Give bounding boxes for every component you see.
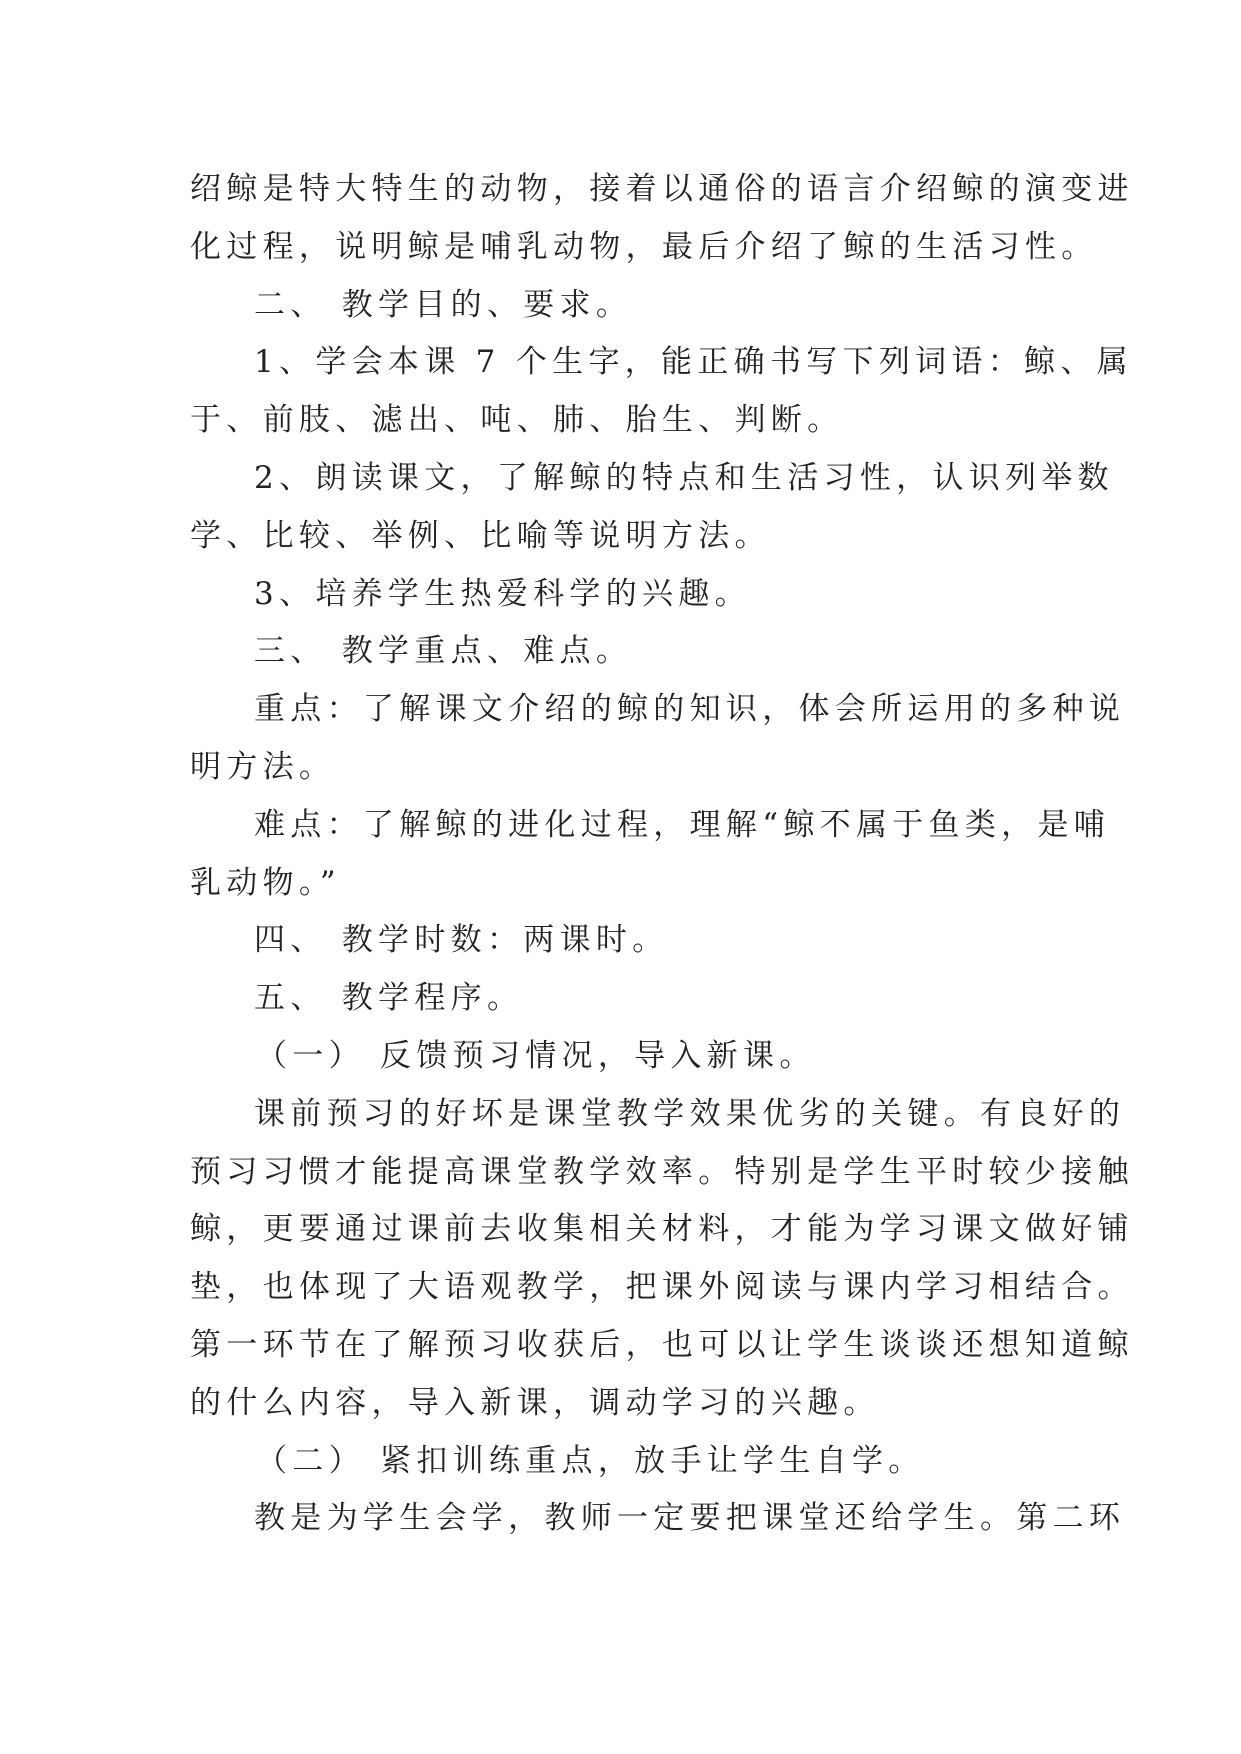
text-line: 绍鲸是特大特生的动物，接着以通俗的语言介绍鲸的演变进 — [190, 171, 1134, 207]
section-heading: 二、 教学目的、要求。 — [254, 286, 633, 323]
text-line: 的什么内容，导入新课，调动学习的兴趣。 — [190, 1384, 880, 1421]
section-heading: 三、 教学重点、难点。 — [254, 633, 633, 670]
text-line: 2、朗读课文，了解鲸的特点和生活习性，认识列举数 — [254, 459, 1114, 496]
text-line: 第一环节在了解预习收获后，也可以让学生谈谈还想知道鲸 — [190, 1326, 1134, 1363]
text-line: 难点：了解鲸的进化过程，理解“鲸不属于鱼类，是哺 — [254, 806, 1111, 843]
text-line: 学、比较、举例、比喻等说明方法。 — [190, 517, 771, 554]
text-line: 重点：了解课文介绍的鲸的知识，体会所运用的多种说 — [254, 691, 1126, 728]
subsection-heading: （一） 反馈预习情况，导入新课。 — [256, 1037, 816, 1074]
body-text — [190, 161, 1134, 1548]
text-line: 于、前肢、滤出、吨、肺、胎生、判断。 — [190, 402, 844, 439]
text-line: 预习习惯才能提高课堂教学效率。特别是学生平时较少接触 — [190, 1153, 1134, 1190]
text-line: 明方法。 — [190, 748, 336, 785]
text-line: 化过程，说明鲸是哺乳动物，最后介绍了鲸的生活习性。 — [190, 228, 1098, 265]
text-line: 3、培养学生热爱科学的兴趣。 — [254, 575, 751, 612]
section-heading: 四、 教学时数：两课时。 — [254, 922, 669, 959]
text-line: 教是为学生会学，教师一定要把课堂还给学生。第二环 — [254, 1500, 1126, 1537]
text-line: 乳动物。” — [190, 864, 341, 901]
text-line: 垫，也体现了大语观教学，把课外阅读与课内学习相结合。 — [190, 1269, 1134, 1306]
subsection-heading: （二） 紧扣训练重点，放手让学生自学。 — [256, 1442, 925, 1479]
section-heading: 五、 教学程序。 — [254, 980, 524, 1017]
text-line: 鲸，更要通过课前去收集相关材料，才能为学习课文做好铺 — [190, 1211, 1134, 1248]
text-line: 课前预习的好坏是课堂教学效果优劣的关键。有良好的 — [254, 1095, 1126, 1132]
text-line: 1、学会本课 7 个生字，能正确书写下列词语：鲸、属 — [254, 344, 1133, 381]
